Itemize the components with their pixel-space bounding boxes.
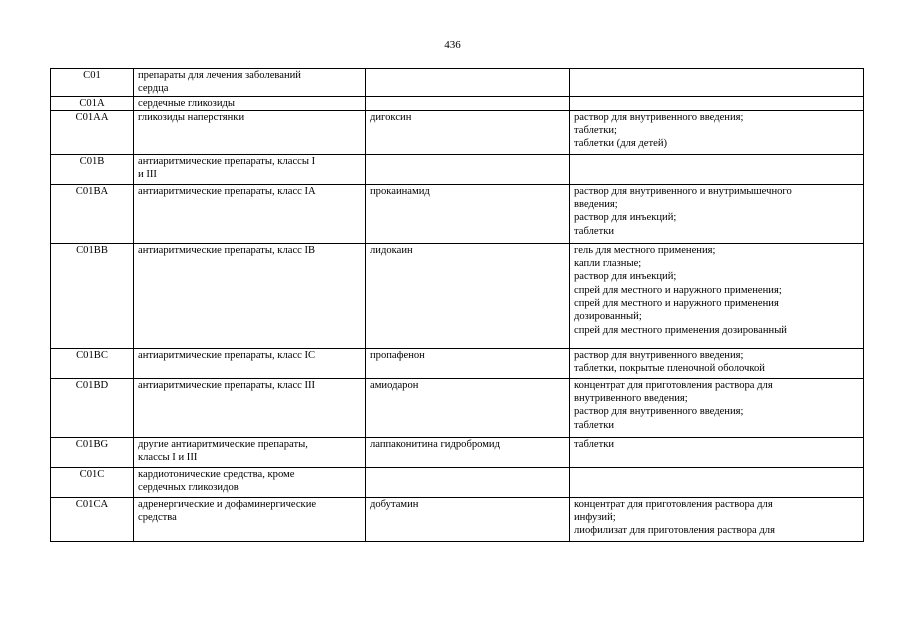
atc-code: C01BG: [75, 438, 109, 450]
atc-code-cell: [51, 96, 134, 110]
group-name-line: сердечных гликозидов: [138, 482, 239, 494]
table-body: [51, 69, 864, 542]
dosage-form-line: раствор для внутривенного введения;: [574, 406, 744, 418]
table-row: [51, 437, 864, 467]
atc-code: C01A: [79, 97, 105, 109]
group-name-cell: [134, 154, 366, 184]
atc-code-cell: [51, 69, 134, 97]
drug-name-line: дигоксин: [370, 111, 412, 123]
atc-code-cell: [51, 243, 134, 348]
atc-code: C01C: [79, 468, 105, 480]
dosage-forms-cell: [570, 110, 864, 154]
group-name-cell: [134, 69, 366, 97]
dosage-forms-cell: [570, 467, 864, 497]
drug-name-line: добутамин: [370, 498, 419, 510]
group-name-line: кардиотонические средства, кроме: [138, 468, 295, 480]
atc-code-cell: [51, 184, 134, 243]
group-name-cell: [134, 348, 366, 378]
atc-code: C01BB: [76, 244, 108, 256]
group-name-line: антиаритмические препараты, класс III: [138, 379, 316, 391]
group-name-line: гликозиды наперстянки: [138, 111, 245, 123]
dosage-form-line: спрей для местного и наружного применения: [574, 298, 779, 310]
table-row: [51, 69, 864, 97]
atc-code: C01B: [79, 155, 105, 167]
drug-name-cell: [366, 497, 570, 541]
dosage-form-line: таблетки, покрытые пленочной оболочкой: [574, 363, 765, 375]
dosage-form-line: введения;: [574, 199, 618, 211]
group-name-cell: [134, 184, 366, 243]
drug-name-line: лидокаин: [370, 244, 413, 256]
group-name-cell: [134, 497, 366, 541]
atc-code: C01: [83, 70, 101, 81]
atc-code-cell: [51, 437, 134, 467]
dosage-form-line: таблетки: [574, 419, 615, 431]
group-name-line: классы I и III: [138, 452, 198, 464]
atc-code: C01BC: [76, 349, 108, 361]
group-name-line: антиаритмические препараты, класс IA: [138, 185, 316, 197]
atc-code-cell: [51, 110, 134, 154]
atc-code-cell: [51, 154, 134, 184]
group-name-cell: [134, 437, 366, 467]
dosage-form-line: раствор для внутривенного введения;: [574, 111, 744, 123]
dosage-form-line: раствор для инъекций;: [574, 212, 677, 224]
dosage-forms-cell: [570, 497, 864, 541]
drug-name-cell: [366, 378, 570, 437]
table-row: [51, 184, 864, 243]
group-name-cell: [134, 467, 366, 497]
drug-name-cell: [366, 69, 570, 97]
dosage-form-line: таблетки (для детей): [574, 138, 668, 150]
drug-name-line: амиодарон: [370, 379, 419, 391]
dosage-form-line: капли глазные;: [574, 258, 642, 270]
drug-name-cell: [366, 96, 570, 110]
dosage-forms-cell: [570, 348, 864, 378]
atc-code: C01BD: [75, 379, 109, 391]
table-row: [51, 154, 864, 184]
drug-table: [50, 68, 864, 542]
table-row: [51, 467, 864, 497]
group-name-line: антиаритмические препараты, класс IC: [138, 349, 316, 361]
dosage-form-line: таблетки: [574, 225, 615, 237]
table-row: [51, 110, 864, 154]
dosage-form-line: внутривенного введения;: [574, 393, 688, 405]
dosage-form-line: спрей для местного применения дозированный: [574, 324, 787, 336]
table-row: [51, 378, 864, 437]
table-row: [51, 497, 864, 541]
drug-name-cell: [366, 437, 570, 467]
dosage-form-line: таблетки;: [574, 125, 617, 137]
atc-code-cell: [51, 467, 134, 497]
dosage-form-line: раствор для внутривенного и внутримышечного: [574, 185, 792, 197]
group-name-line: антиаритмические препараты, класс IB: [138, 244, 316, 256]
drug-name-line: пропафенон: [370, 349, 425, 361]
dosage-forms-cell: [570, 154, 864, 184]
drug-name-line: прокаинамид: [370, 185, 430, 197]
dosage-forms-cell: [570, 243, 864, 348]
dosage-forms-cell: [570, 69, 864, 97]
dosage-form-line: спрей для местного и наружного применения;: [574, 284, 782, 296]
drug-name-cell: [366, 243, 570, 348]
table-row: [51, 96, 864, 110]
dosage-forms-cell: [570, 437, 864, 467]
dosage-form-line: концентрат для приготовления раствора для: [574, 379, 773, 391]
dosage-forms-cell: [570, 184, 864, 243]
group-name-cell: [134, 243, 366, 348]
table-row: [51, 243, 864, 348]
group-name-line: и III: [138, 169, 157, 181]
dosage-form-line: таблетки: [574, 438, 615, 450]
atc-code-cell: [51, 497, 134, 541]
atc-code: C01CA: [75, 498, 109, 510]
atc-code: C01BA: [75, 185, 109, 197]
page-number: 436: [444, 39, 461, 51]
drug-name-cell: [366, 184, 570, 243]
drug-name-cell: [366, 467, 570, 497]
atc-code-cell: [51, 378, 134, 437]
drug-name-cell: [366, 348, 570, 378]
group-name-line: адренергические и дофаминергические: [138, 498, 317, 510]
table-row: [51, 348, 864, 378]
dosage-forms-cell: [570, 96, 864, 110]
group-name-line: средства: [138, 512, 177, 524]
dosage-form-line: гель для местного применения;: [574, 244, 716, 256]
group-name-cell: [134, 96, 366, 110]
group-name-cell: [134, 378, 366, 437]
drug-name-cell: [366, 154, 570, 184]
atc-code-cell: [51, 348, 134, 378]
group-name-cell: [134, 110, 366, 154]
dosage-form-line: раствор для внутривенного введения;: [574, 349, 744, 361]
group-name-line: сердечные гликозиды: [138, 97, 236, 109]
group-name-line: сердца: [138, 83, 169, 95]
drug-name-cell: [366, 110, 570, 154]
dosage-forms-cell: [570, 378, 864, 437]
dosage-form-line: концентрат для приготовления раствора для: [574, 498, 773, 510]
drug-name-line: лаппаконитина гидробромид: [370, 438, 500, 450]
atc-code: C01AA: [75, 111, 109, 123]
dosage-form-line: лиофилизат для приготовления раствора для: [574, 525, 775, 537]
dosage-form-line: раствор для инъекций;: [574, 271, 677, 283]
group-name-line: антиаритмические препараты, классы I: [138, 155, 316, 167]
group-name-line: препараты для лечения заболеваний: [138, 70, 301, 81]
dosage-form-line: инфузий;: [574, 512, 616, 524]
group-name-line: другие антиаритмические препараты,: [138, 438, 308, 450]
dosage-form-line: дозированный;: [574, 311, 642, 323]
